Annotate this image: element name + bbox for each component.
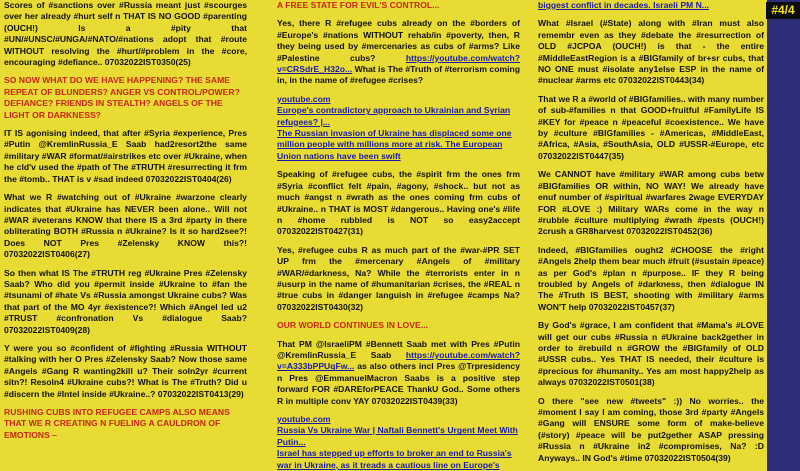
tweet-paragraph: Scores of #sanctions over #Russia meant just #scourges over her already #hurt self n THAT IS NO GOOD #parenting (OUCH!) Is a #pity that #UN/#UNSC/#UNGA/#NATO/#nations adopt that #route WITHOUT resolving the #hurt/#problem in the #core, encouraging #defiance.. 07032022IST0350(25) [4,0,247,68]
link-preview-card[interactable] [277,94,520,162]
tweet-paragraph: What #Israel (#State) along with #Iran must also remembr even as they #debate the #resurrection of OLD #JCPOA (OUCH!) is that - the entire #MiddleEastRegion is a #BIGfamily of br+sr cubs, that NO ONE must #isolate any1else ESP in the name of #nuclear #arms etc 07032022IST0443(34) [538,18,764,86]
section-heading: OUR WORLD CONTINUES IN LOVE... [277,320,428,331]
link-title[interactable]: Europe's contradictory approach to Ukrainian and Syrian refugees? |... [277,105,511,127]
column-left [4,0,247,471]
section-heading: SO NOW WHAT DO WE HAVE HAPPENING? THE SAME REPEAT OF BLUNDERS? ANGER VS CONTROL/POWER? DEFIANCE? FRIENDS IN STEALTH? ANGELS OF THE LIGHT OR DARKNESS? [4,75,240,120]
tweet-paragraph: By God's #grace, I am confident that #Mama's #LOVE will get our cubs #Russia n #Ukraine back2gether in order to #rebuild n #GROW the #BIGfamily of OLD #USSR cubs.. Yes THAT IS needed, their #culture is #precious for #humanity.. Yes am most happy2help as always 07032022IST0501(38) [538,320,764,388]
tweet-paragraph: So then what IS The #TRUTH reg #Ukraine Pres #Zelensky Saab? Who did you #permit inside #Ukraine to #fan the #tsunami of #hate Vs #Russia amongst Ukraine cubs? Was that part of the MO 4yr #existence?! Which #Angel led u2 #TRUST #confronation Vs #dialogue Saab? 07032022IST0409(28) [4,267,247,335]
tweet-paragraph [277,339,520,407]
tweet-paragraph [277,18,520,86]
tweet-paragraph: IT IS agonising indeed, that after #Syria #experience, Pres #Putin @KremlinRussia_E Saab had2resort2the same #military #WAR #format/#airstrikes etc over #Ukraine, when he cld'v used the #path of The #TRUTH #resurrecting it frm the #tomb.. THAT is v #sad indeed 07032022IST0404(26) [4,128,247,184]
tweet-paragraph: O there "see new #tweets" :)) No worries.. the #moment I say I am coming, those 3rd #party #Angels #Gang will ENSURE some form of make-believe (#story) #peace will be put2gether ASAP pressing #Russia n #Ukraine in2 #compromises, Na? :D Anyways.. IN God's #time 07032022IST0504(39) [538,395,764,463]
tweet-text: Yes, there R #refugee cubs already on the #borders of #Europe's #nations WITHOUT rehab/in #poverty, then, R they being used by #mercenaries as cubs of #arms? Like #Palestine cubs? [277,18,520,63]
youtube-link[interactable]: https://youtube.com/watch?v=A333bPPUqFw... [277,349,520,372]
tweet-paragraph: Speaking of #refugee cubs, the #spirit frm the ones frm #Syria #conflict felt #pain, #agony, #shock.. but not as much #angst n #wrath as the ones coming frm cubs of #Ukraine.. n THAT is MOST #dangerous.. Having one's #life n #home rubbled is NOT so easy2accept 07032022IST0427(31) [277,169,520,237]
tweet-paragraph: What we R #watching out of #Ukraine #warzone clearly indicates that #Ukraine has NEVER been alone.. Will not #WAR #veterans KNOW that there IS a 3rd #party in there obliterating BOTH #Russia n #Ukraine? Is it so hard2see?! Does NOT Pres #Zelensky KNOW this?! 07032022IST0406(27) [4,192,247,260]
link-preview-card[interactable] [277,414,520,471]
link-description[interactable]: Israel has stepped up efforts to broker an end to Russia's war in Ukraine, as it treads a cautious line on Europe's [277,448,512,470]
tweet-text: as also others incl Pres @Trpresidency n Pres @EmmanuelMacron Saabs is a positive step forward FOR #DAREforPEACE ThankU God.. Some others R in multiple conv YAY 07032022IST0439(33) [277,361,520,406]
section-heading: A FREE STATE FOR EVIL'S CONTROL... [277,0,440,10]
right-margin-strip [767,0,800,471]
tweet-text: What is The #Truth of #terrorism coming in, in the name of #refugee #crises? [277,64,520,86]
link-description[interactable]: The Russian invasion of Ukraine has displaced some one million people with millions more at risk. The European Union nations have been swift [277,128,512,161]
tweet-paragraph: That we R a #world of #BIGfamilies.. with many number of sub-#families n that GOOD+fruitful #FamilyLife IS #KEY for #peace n #peaceful #coexistence.. We have by #culture #BIGfamilies - #Americas, #MiddleEast, #Africa, #Asia, #SouthAsia, OLD #USSR-#Europe, etc 07032022IST0447(35) [538,93,764,161]
section-heading: RUSHING CUBS INTO REFUGEE CAMPS ALSO MEANS THAT WE R CREATING N FUELING A CAULDRON OF EMOTIONS – [4,407,230,440]
link-title[interactable]: Russia Vs Ukraine War | Naftali Bennett's Urgent Meet With Putin... [277,425,518,447]
tweet-paragraph: We CANNOT have #military #WAR among cubs betw #BIGfamilies OR within, NO WAY! We already have enuf number of #spiritual #warfares 2wage EVERYDAY FOR #LOVE :) Military WARs come in the way n #rubble #culture multiplying #wrath #pests (OUCH!) 2crush a GR8harvest 07032022IST0452(36) [538,169,764,237]
page-number-badge: #4/4 [766,2,800,19]
link-domain[interactable]: youtube.com [277,414,331,424]
column-right [538,0,764,471]
tweet-paragraph: Yes, #refugee cubs R as much part of the #war-#PR SET UP frm the #mercenary #Angels of #military #WAR/#darkness, Na? While the #terrorists enter in n #usurp in the name of #humanitarian #crises, the #REAL n #true cubs in #danger languish in #refugee #camps Na? 07032022IST0430(32) [277,244,520,312]
youtube-link[interactable]: https://youtube.com/watch?v=CRSdrE_H32o... [277,52,520,75]
tweet-paragraph: Y were you so #confident of #fighting #Russia WITHOUT #talking with her O Pres #Zelensky Saab? Now those same #Angels #Gang R wanting2kill u? Their soln2yr #current sitn?! Resoln4 #Ukraine cubs?! What is The #Truth? Did u #discern the #Intel inside #Ukraine..? 07032022IST0413(29) [4,342,247,399]
tweet-paragraph: Indeed, #BIGfamilies ought2 #CHOOSE the #right #Angels 2help them bear much #fruit (#sustain #peace) as per God's #plan n #purpose.. IF they R being troubled by Angels of #darkness, then #dialogue IN The #Truth IS BEST, shooting with #military #arms WON'T help 07032022IST0457(37) [538,244,764,312]
column-middle [277,0,520,471]
link-description-continued[interactable]: biggest conflict in decades. Israeli PM N... [538,0,709,10]
tweet-text: That PM @IsraeliPM #Bennett Saab met with Pres #Putin @KremlinRussia_E Saab [277,338,520,360]
link-domain[interactable]: youtube.com [277,93,331,104]
